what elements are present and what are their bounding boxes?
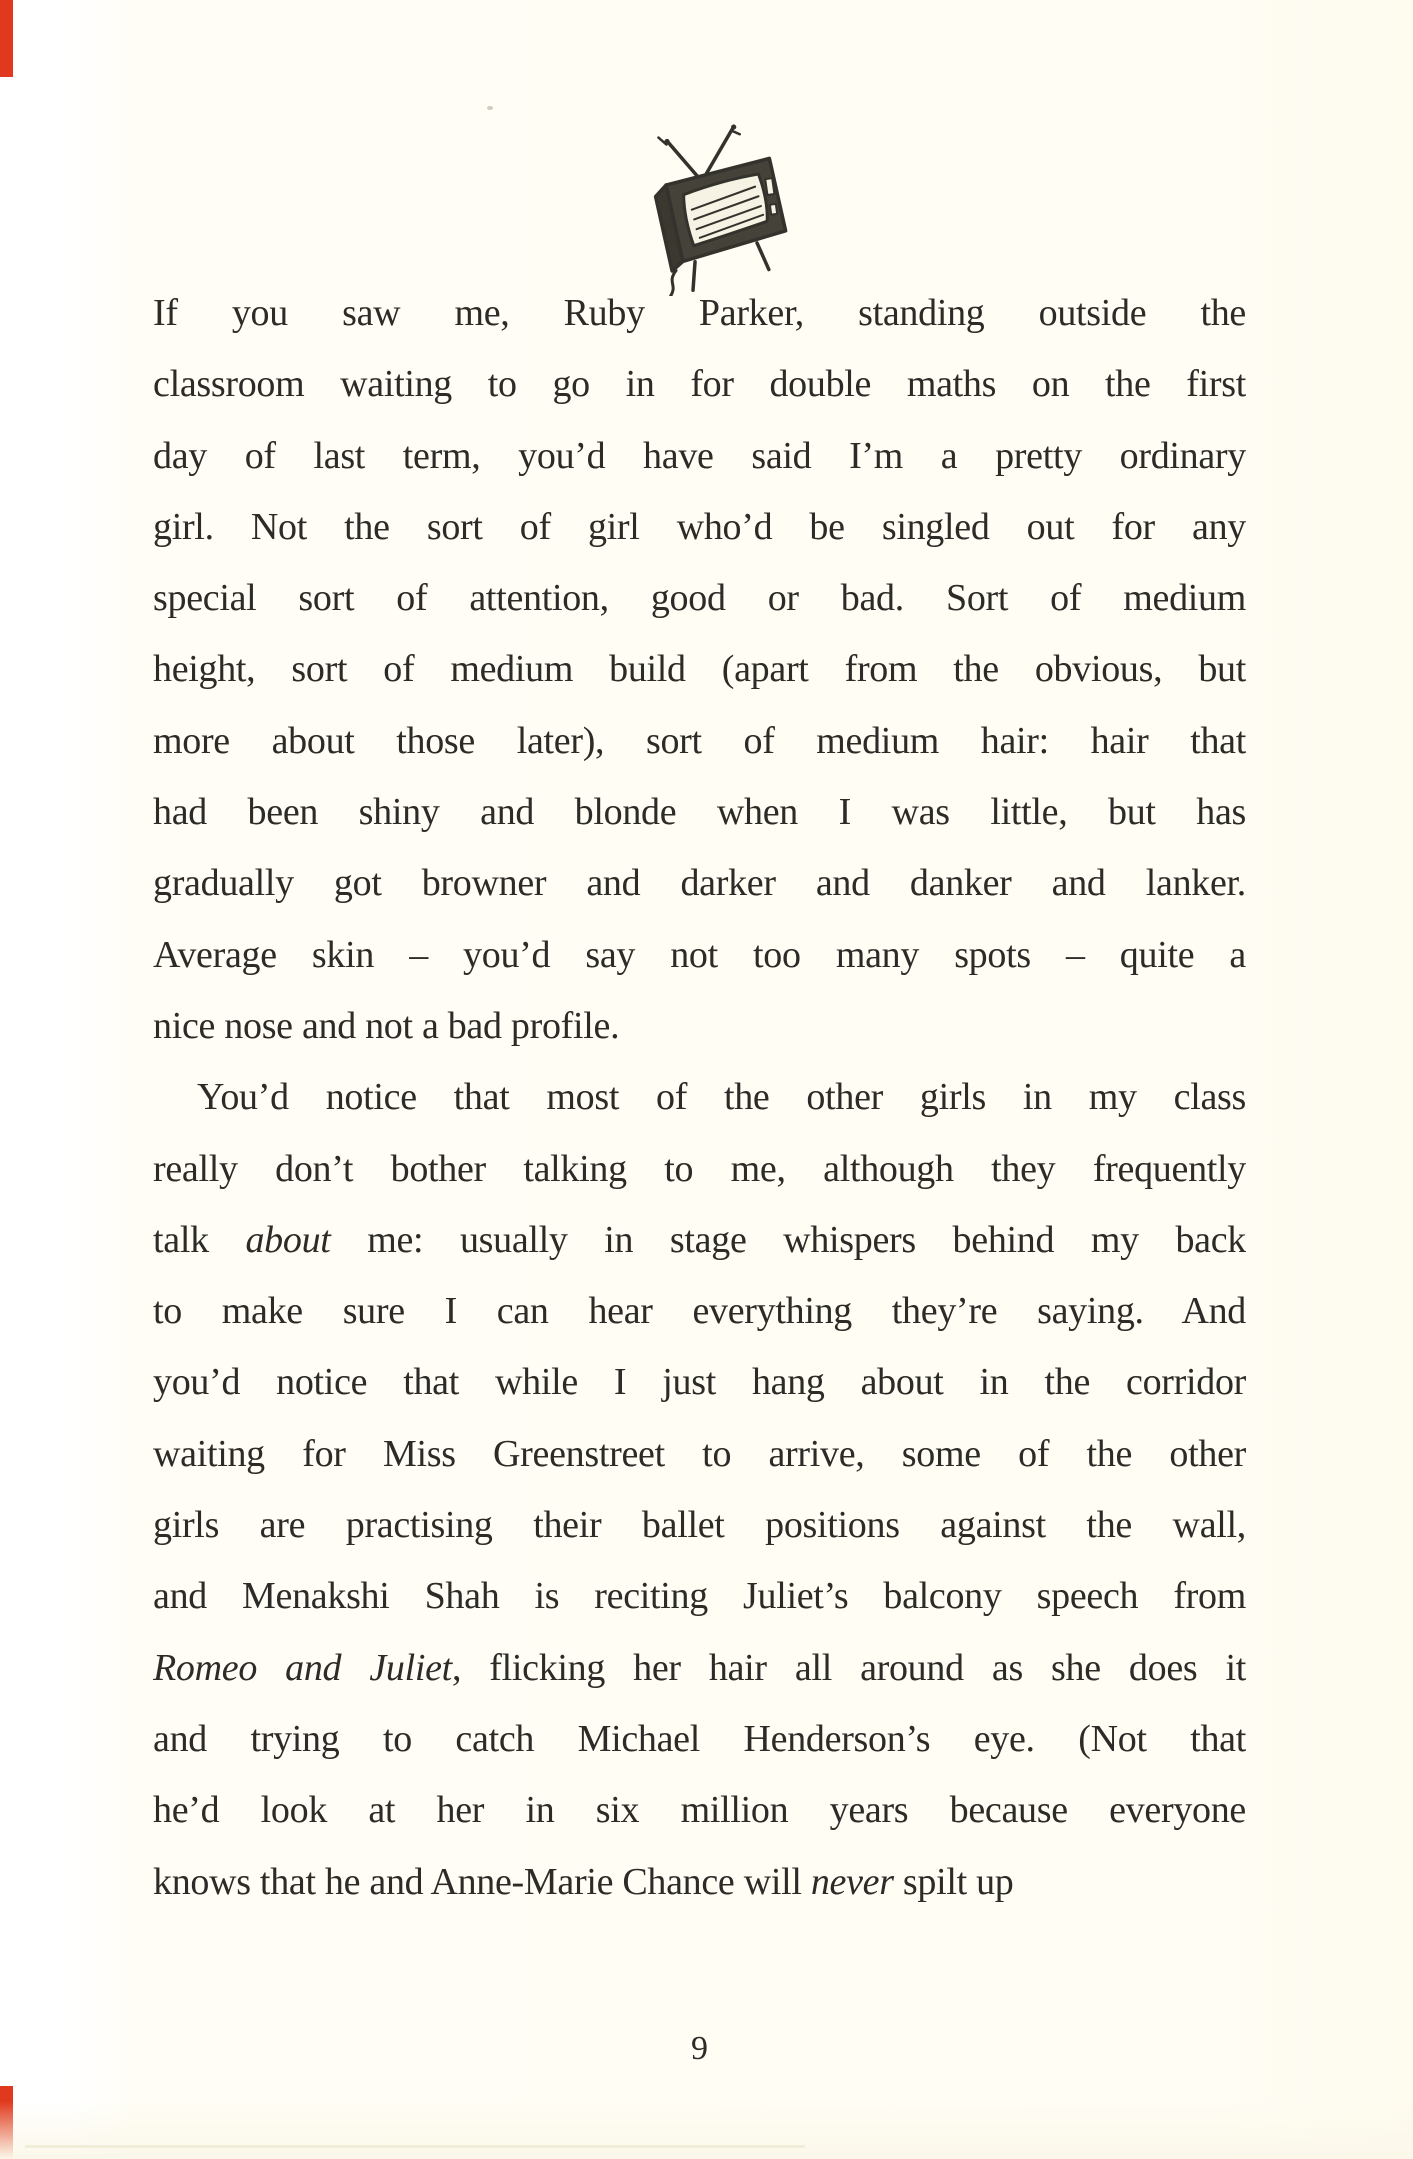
text-line: gradually got browner and darker and danker and lanker. [153, 862, 1246, 905]
text-line: to make sure I can hear everything they’re saying. And [153, 1290, 1246, 1333]
text-line: You’d notice that most of the other girls in my class [197, 1076, 1246, 1119]
text-line: girls are practising their ballet positions against the wall, [153, 1504, 1246, 1547]
scan-bottom-band [0, 2101, 1413, 2159]
text-line: nice nose and not a bad profile. [153, 1004, 620, 1047]
page-number: 9 [691, 2030, 708, 2067]
text-block [153, 278, 1246, 1918]
ink-speck [487, 106, 493, 110]
text-line: and Menakshi Shah is reciting Juliet’s balcony speech from [153, 1575, 1246, 1618]
text-line: talk about me: usually in stage whispers behind my back [153, 1218, 1246, 1261]
text-line: had been shiny and blonde when I was little, but has [153, 791, 1246, 834]
text-line: really don’t bother talking to me, although they frequently [153, 1147, 1246, 1190]
text-line: height, sort of medium build (apart from the obvious, but [153, 648, 1246, 691]
text-line: girl. Not the sort of girl who’d be singled out for any [153, 505, 1246, 548]
text-line: Average skin – you’d say not too many spots – quite a [153, 933, 1246, 976]
text-line: day of last term, you’d have said I’m a pretty ordinary [153, 434, 1246, 477]
text-line: more about those later), sort of medium hair: hair that [153, 719, 1246, 762]
text-line: waiting for Miss Greenstreet to arrive, some of the other [153, 1432, 1246, 1475]
text-line: and trying to catch Michael Henderson’s eye. (Not that [153, 1717, 1246, 1760]
text-line: he’d look at her in six million years because everyone [153, 1789, 1246, 1832]
text-line: classroom waiting to go in for double maths on the first [153, 363, 1246, 406]
text-line: special sort of attention, good or bad. Sort of medium [153, 577, 1246, 620]
scan-bottom-line [25, 2145, 805, 2148]
tv-illustration-icon [626, 124, 796, 296]
text-line: If you saw me, Ruby Parker, standing outside the [153, 292, 1246, 334]
text-line: knows that he and Anne-Marie Chance will never spilt up [153, 1860, 1014, 1903]
text-line: Romeo and Juliet, flicking her hair all around as she does it [153, 1646, 1246, 1689]
text-line: you’d notice that while I just hang about in the corridor [153, 1361, 1246, 1404]
scan-mark-top-left [0, 0, 13, 77]
